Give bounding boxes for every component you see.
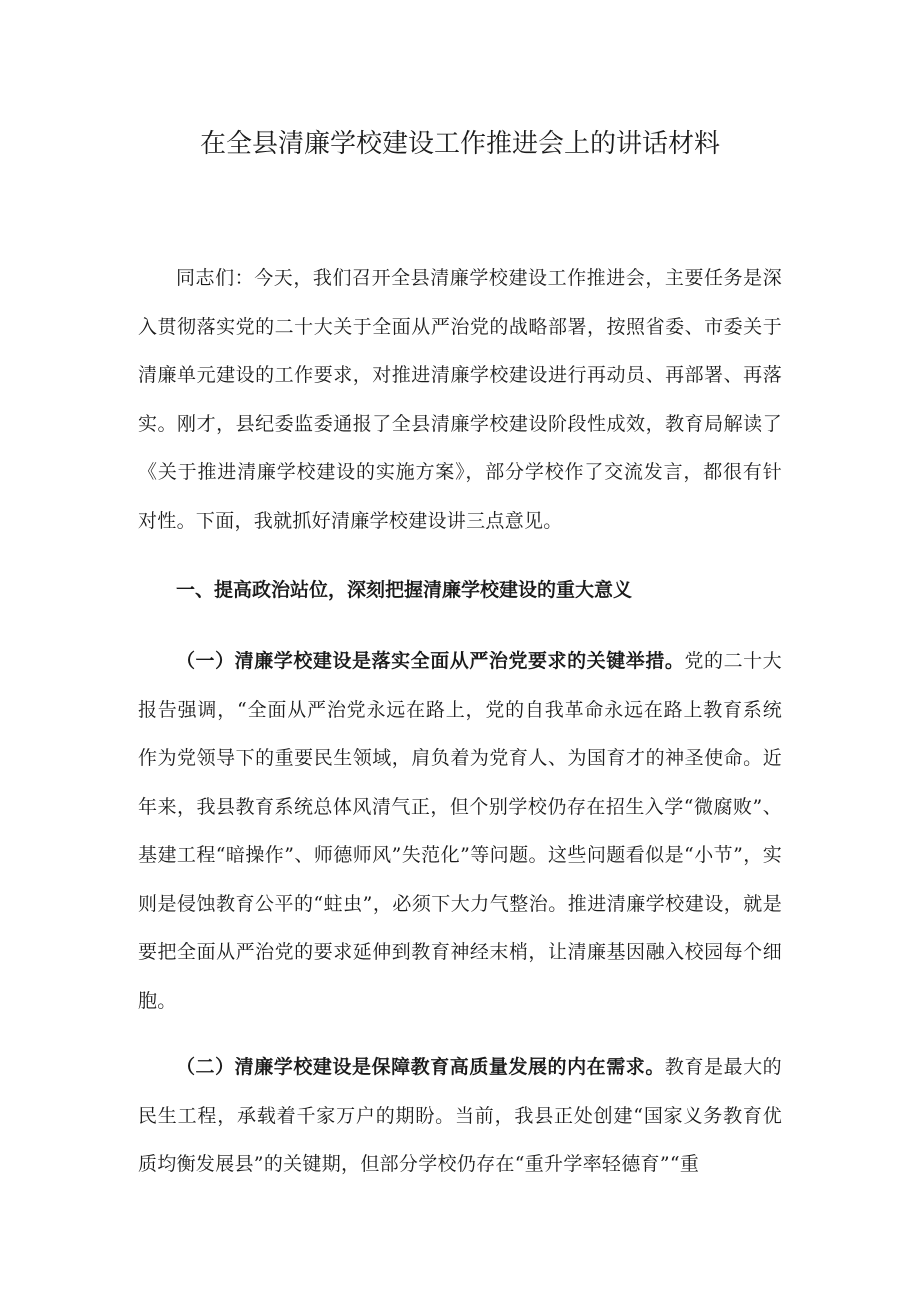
subsection-paragraph-2 (138, 1043, 782, 1189)
subsection-lead-1: （一）清廉学校建设是落实全面从严治党要求的关键举措。 (176, 650, 685, 672)
subsection-body-2: 教育是最大的民生工程，承载着千家万户的期盼。当前，我县正处创建“国家义务教育优质均衡发展县”的关键期，但部分学校仍存在“重升学率轻德育”“重 (138, 1056, 782, 1175)
subsection-paragraph-1 (138, 637, 782, 1025)
subsection-body-1: 党的二十大报告强调，“全面从严治党永远在路上，党的自我革命永远在路上教育系统作为党领导下的重要民生领域，肩负着为党育人、为国育才的神圣使命。近年来，我县教育系统总体风清气正，但个别学校仍存在招生入学“微腐败”、基建工程“暗操作”、师德师风”失范化”等问题。这些问题看似是“小节”，实则是侵蚀教育公平的“蛀虫”，必须下大力气整治。推进清廉学校建设，就是要把全面从严治党的要求延伸到教育神经末梢，让清廉基因融入校园每个细胞。 (138, 650, 782, 1012)
document-title: 在全县清廉学校建设工作推进会上的讲话材料 (199, 129, 720, 159)
intro-paragraph: 同志们：今天，我们召开全县清廉学校建设工作推进会，主要任务是深入贯彻落实党的二十大关于全面从严治党的战略部署，按照省委、市委关于清廉单元建设的工作要求，对推进清廉学校建设进行再动员、再部署、再落实。刚才，县纪委监委通报了全县清廉学校建设阶段性成效，教育局解读了《关于推进清廉学校建设的实施方案》，部分学校作了交流发言，都很有针对性。下面，我就抓好清廉学校建设讲三点意见。 (138, 267, 782, 532)
subsection-lead-2: （二）清廉学校建设是保障教育高质量发展的内在需求。 (176, 1056, 665, 1078)
section-heading-1: 一、提高政治站位，深刻把握清廉学校建设的重大意义 (176, 579, 633, 601)
